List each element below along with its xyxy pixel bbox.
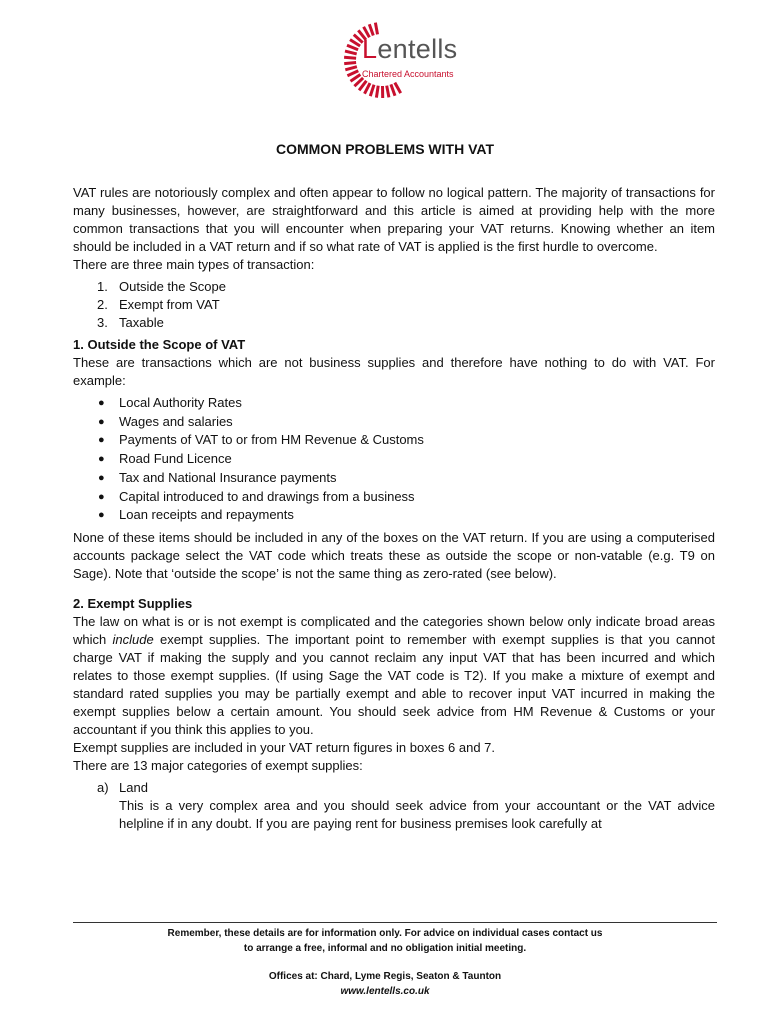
logo-wordmark: Lentells <box>362 34 458 64</box>
list-item: ● Road Fund Licence <box>73 450 715 469</box>
section2-paragraph: The law on what is or is not exempt is complicated and the categories shown below only indicate broad areas which include exempt supplies. The important point to remember with exempt supplies is that you cannot charge VAT if making the supply and you cannot reclaim any input VAT that has been incurred and which relates to those exempt supplies. (If using Sage the VAT code is T2). If you make a mixture of exempt and standard rated supplies you may be partially exempt and able to recover input VAT incurred in making the exempt supplies below a certain amount. You should seek advice from HM Revenue & Customs or your accountant if you think this applies to you. <box>73 613 715 737</box>
footer-divider <box>73 922 717 923</box>
footer-offices: Offices at: Chard, Lyme Regis, Seaton & Taunton www.lentells.co.uk <box>0 969 770 999</box>
logo-ray <box>344 63 356 64</box>
list-item: ● Capital introduced to and drawings from a business <box>73 488 715 507</box>
bullet-icon: ● <box>98 490 105 503</box>
transaction-types-list <box>73 278 715 332</box>
logo-ray <box>345 67 357 70</box>
list-item: ● Local Authority Rates <box>73 394 715 413</box>
logo-ray <box>375 23 377 35</box>
section1-note: None of these items should be included in any of the boxes on the VAT return. If you are using a computerised accounts package select the VAT code which treats these as outside the scope or non-vatable (e.g. T9 on Sage). Note that ‘outside the scope’ is not the same thing as zero-rated (see below). <box>73 529 715 581</box>
bullet-icon: ● <box>98 509 105 522</box>
logo-ray <box>387 86 389 98</box>
list-item: ● Loan receipts and repayments <box>73 506 715 525</box>
logo-ray <box>345 51 357 54</box>
list-item: ● Tax and National Insurance payments <box>73 469 715 488</box>
company-logo <box>326 22 466 106</box>
bullet-icon: ● <box>98 397 105 409</box>
section-heading-outside-scope: 1. Outside the Scope of VAT <box>73 337 246 352</box>
bullet-icon: ● <box>98 415 105 428</box>
footer-disclaimer: Remember, these details are for information only. For advice on individual cases contact us to arrange a free, informal and no obligation initial meeting. <box>167 928 603 954</box>
logo-ray <box>391 84 395 95</box>
logo-ray <box>395 83 401 94</box>
website-link[interactable]: www.lentells.co.uk <box>340 986 430 997</box>
bullet-icon: ● <box>98 471 105 484</box>
list-item: ● Wages and salaries <box>73 413 715 432</box>
categories-line: There are 13 major categories of exempt supplies: <box>73 757 363 773</box>
outside-scope-bullets <box>73 394 715 525</box>
list-item: 2. Exempt from VAT <box>97 297 220 312</box>
logo-ray <box>370 85 374 96</box>
section1-intro: These are transactions which are not business supplies and therefore have nothing to do with VAT. For example: <box>73 355 715 388</box>
intro-paragraph: VAT rules are notoriously complex and often appear to follow no logical pattern. The majority of transactions for many businesses, however, are straightforward and this article is aimed at providing help with the more common transactions that you will encounter when preparing your VAT returns. Knowing whether an item should be included in a VAT return and if so what rate of VAT is applied is the first hurdle to overcome. <box>73 185 715 254</box>
logo-ray <box>344 57 356 58</box>
page-title: COMMON PROBLEMS WITH VAT <box>275 141 495 157</box>
document-body <box>73 184 715 837</box>
bullet-icon: ● <box>98 434 105 447</box>
logo-subtitle: Chartered Accountants <box>362 69 454 79</box>
bullet-icon: ● <box>98 453 105 466</box>
types-intro: There are three main types of transaction: <box>73 257 315 272</box>
section-heading-exempt: 2. Exempt Supplies <box>73 595 193 611</box>
list-item: 3. Taxable <box>97 315 164 330</box>
logo-ray <box>347 45 358 50</box>
logo-ray <box>376 86 378 98</box>
list-item: 1. Outside the Scope <box>97 279 226 294</box>
logo-ray <box>365 83 371 94</box>
exempt-categories-list <box>73 779 715 833</box>
boxes-line: Exempt supplies are included in your VAT return figures in boxes 6 and 7. <box>73 739 496 755</box>
list-item: a) Land This is a very complex area and you should seek advice from your accountant or the VAT advice helpline if in any doubt. If you are paying rent for business premises look carefully at <box>97 779 715 831</box>
logo-ray <box>347 71 358 76</box>
list-item: ● Payments of VAT to or from HM Revenue & Customs <box>73 431 715 450</box>
